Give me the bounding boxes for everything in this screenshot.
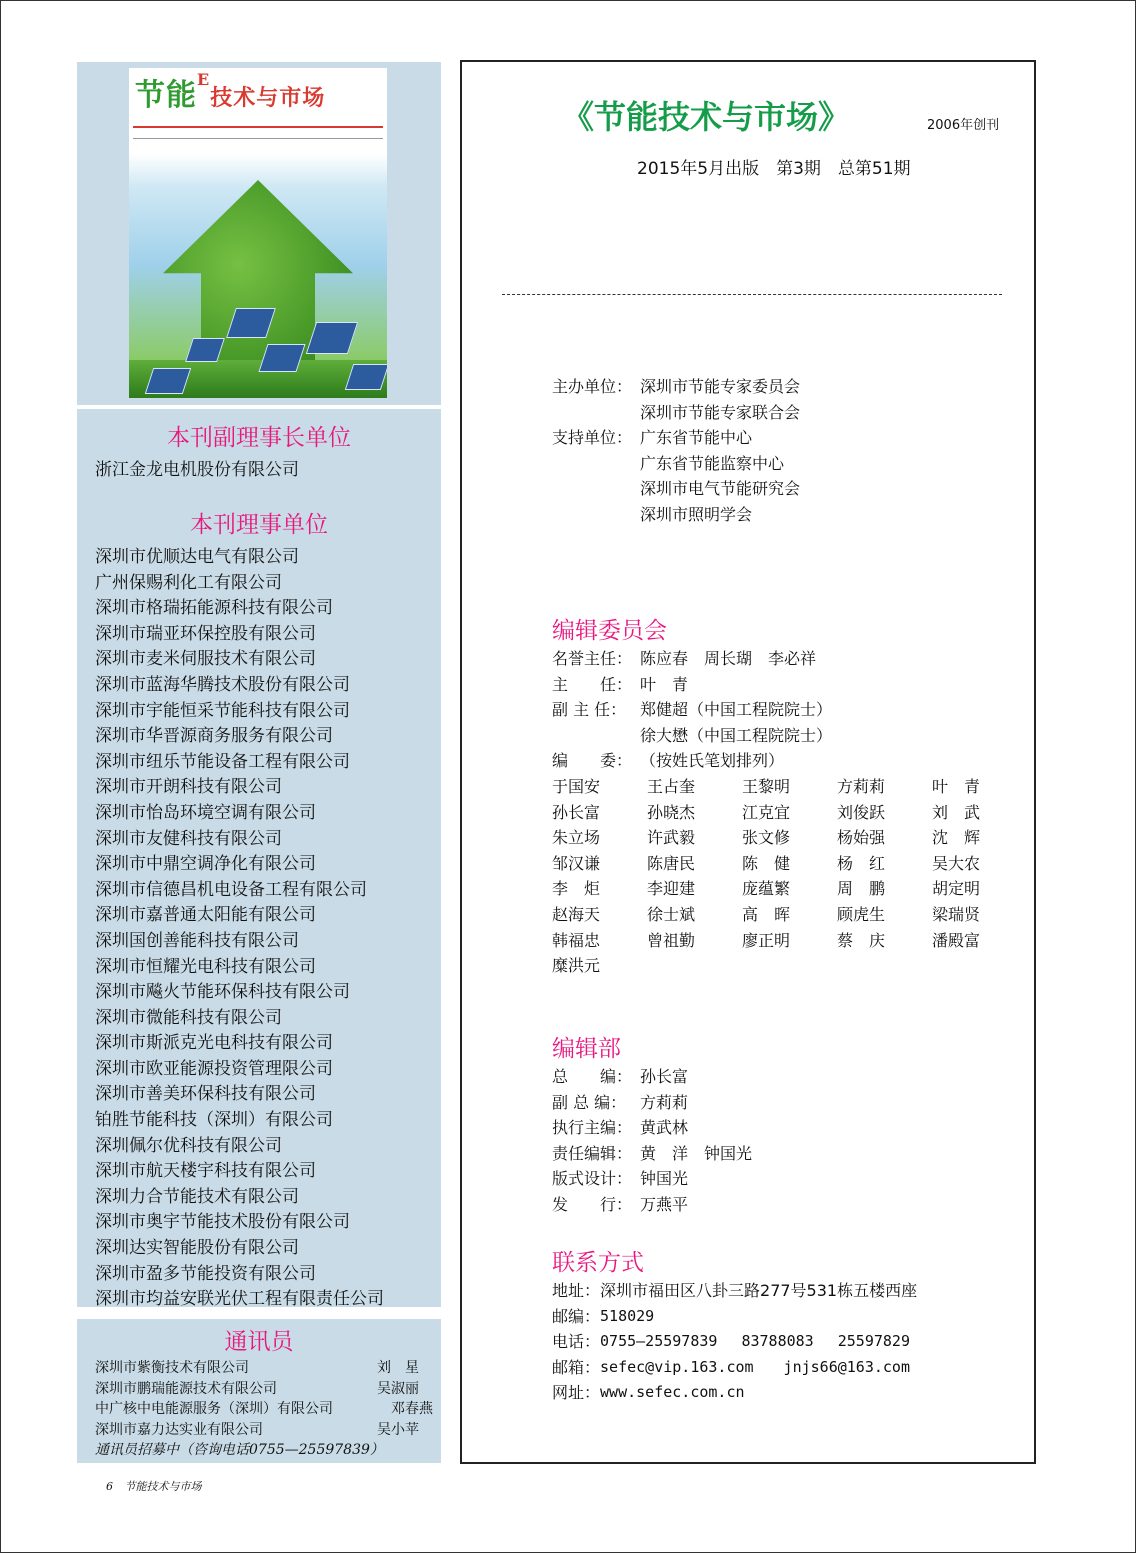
masthead-box [460,60,1036,1464]
support-unit: 深圳市照明学会 [640,504,753,524]
council-company: 深圳市华晋源商务服务有限公司 [95,726,333,747]
editorial-member: 邹汉谦 [552,853,601,873]
council-company: 深圳市微能科技有限公司 [95,1007,282,1028]
editorial-member: 杨始强 [837,828,886,848]
honorary-names: 陈应春 周长瑚 李必祥 [640,649,817,668]
correspondent-company: 深圳市鹏瑞能源技术有限公司 [95,1380,277,1397]
council-company: 深圳市开朗科技有限公司 [95,777,282,798]
editorial-members-grid [552,774,1002,979]
editorial-member: 方莉莉 [837,776,886,796]
support-label: 支持单位： [552,428,633,448]
phone-value: 0755—25597839 83788083 25597829 [600,1332,910,1351]
council-company: 深圳国创善能科技有限公司 [95,930,299,951]
editorial-member: 曾祖勤 [647,930,696,950]
dept-label: 发 行： [552,1194,633,1214]
correspondent-row [77,1379,441,1400]
founded-year: 2006年创刊 [927,118,1000,133]
council-company: 深圳市优顺达电气有限公司 [95,547,299,567]
dept-value: 黄 洋 钟国光 [640,1143,753,1163]
cover-panel [77,62,441,405]
dept-label: 副 总 编： [552,1092,627,1112]
editorial-member: 周 鹏 [837,879,886,899]
editorial-member: 许武毅 [647,828,696,848]
editorial-member: 廖正明 [742,930,791,950]
address-value: 深圳市福田区八卦三路277号531栋五楼西座 [600,1281,918,1300]
sponsors-block [552,374,800,528]
council-company: 铂胜节能科技（深圳）有限公司 [95,1110,333,1131]
correspondent-row [77,1358,441,1379]
host-unit: 深圳市节能专家联合会 [640,402,801,422]
dept-label: 版式设计： [552,1169,633,1189]
dept-label: 责任编辑： [552,1143,633,1163]
dept-label: 总 编： [552,1067,633,1086]
cover-logo-main: 节能 [135,78,197,113]
editorial-member: 杨 红 [837,853,886,873]
correspondents-panel [77,1319,441,1463]
correspondent-row [77,1399,441,1420]
council-company: 深圳达实智能股份有限公司 [95,1238,299,1259]
deputy-label: 副 主 任： [552,700,627,720]
magazine-title: 《节能技术与市场》 [562,98,851,136]
dept-value: 黄武林 [640,1118,689,1138]
vice-chair-company: 浙江金龙电机股份有限公司 [95,460,299,480]
editorial-member: 江克宜 [742,802,791,822]
editorial-member: 李迎建 [647,879,696,899]
correspondent-person: 吴淑丽 [377,1380,419,1397]
editorial-member: 高 晖 [742,904,791,924]
cover-gray-rule [133,138,383,139]
correspondent-person: 刘 星 [377,1360,419,1376]
editorial-heading: 编辑委员会 [552,618,667,644]
footer-magazine-name: 节能技术与市场 [124,1480,202,1493]
phone-label: 电话： [552,1332,601,1352]
editorial-member: 叶 青 [932,776,981,796]
cover-logo-e: E [197,70,211,89]
editorial-member: 徐士斌 [647,904,696,924]
dashed-divider [502,294,1002,295]
council-company: 深圳市恒耀光电科技有限公司 [95,956,316,977]
editorial-member: 吴大农 [932,853,981,873]
cover-logo-sub: 技术与市场 [210,85,326,111]
director-name: 叶 青 [640,674,689,694]
editorial-member: 朱立场 [552,828,601,848]
editorial-member: 李 炬 [552,879,601,899]
editorial-member: 韩福忠 [552,930,601,950]
council-company: 深圳市蓝海华腾技术股份有限公司 [95,674,350,695]
editorial-member: 陈 健 [742,853,791,873]
dept-label: 执行主编： [552,1118,633,1138]
web-value[interactable]: www.sefec.com.cn [600,1383,745,1402]
editorial-member: 张文修 [742,828,791,848]
editorial-member: 于国安 [552,776,601,796]
editorial-member: 王占奎 [647,776,696,796]
host-unit: 深圳市节能专家委员会 [640,377,801,396]
editorial-member: 梁瑞贤 [932,904,981,924]
dept-value: 孙长富 [640,1067,689,1086]
members-panel [77,409,441,1310]
council-company: 深圳市欧亚能源投资管理限公司 [95,1058,333,1079]
contact-heading: 联系方式 [552,1250,644,1276]
page-number: 6 [106,1480,113,1493]
correspondent-company: 中广核中电能源服务（深圳）有限公司 [95,1401,333,1417]
cover-logo [135,70,325,114]
correspondents-heading: 通讯员 [224,1329,294,1355]
cover-red-rule [133,126,383,128]
correspondent-person: 邓春燕 [391,1401,433,1417]
council-company: 深圳市均益安联光伏工程有限责任公司 [95,1289,384,1310]
council-company: 深圳市盈多节能投资有限公司 [95,1263,316,1284]
correspondent-person: 吴小苹 [377,1421,419,1438]
dept-heading: 编辑部 [552,1036,621,1062]
correspondent-company: 深圳市紫衡技术有限公司 [95,1360,249,1376]
members-note: （按姓氏笔划排列） [640,751,785,771]
council-company: 深圳市瑞亚环保控股有限公司 [95,623,316,644]
council-company: 深圳市嘉普通太阳能有限公司 [95,905,316,926]
council-company: 深圳佩尔优科技有限公司 [95,1135,282,1156]
email-label: 邮箱： [552,1357,601,1377]
page-footer [106,1478,202,1494]
council-company: 深圳市友健科技有限公司 [95,828,282,849]
council-company: 深圳市纽乐节能设备工程有限公司 [95,751,350,772]
editorial-member: 潘殿富 [932,930,981,950]
deputy-name: 徐大懋（中国工程院院士） [640,725,833,745]
council-company: 深圳市奥宇节能技术股份有限公司 [95,1212,350,1233]
address-label: 地址： [552,1281,601,1300]
correspondent-row [77,1420,441,1441]
dept-value: 万燕平 [640,1194,689,1214]
editorial-member: 赵海天 [552,904,601,924]
zip-label: 邮编： [552,1306,601,1326]
editorial-member: 刘 武 [932,802,981,822]
council-company: 深圳市航天楼宇科技有限公司 [95,1161,316,1182]
editorial-member: 孙长富 [552,802,601,822]
vice-chair-heading: 本刊副理事长单位 [167,425,351,451]
host-label: 主办单位： [552,377,633,396]
editorial-member: 糜洪元 [552,956,601,976]
editorial-member: 陈唐民 [647,853,696,873]
editorial-member: 庞蕴繁 [742,879,791,899]
honorary-label: 名誉主任： [552,649,633,668]
editorial-member: 刘俊跃 [837,802,886,822]
left-column [77,62,441,1463]
dept-value: 钟国光 [640,1169,689,1189]
council-company: 广州保赐利化工有限公司 [95,572,282,593]
editorial-member: 沈 辉 [932,828,981,848]
contact-block [552,1248,917,1406]
council-company: 深圳市信德昌机电设备工程有限公司 [95,879,367,900]
council-company: 深圳市宇能恒采节能科技有限公司 [95,700,350,721]
issue-info: 2015年5月出版 第3期 总第51期 [637,159,911,179]
council-list [77,545,441,1313]
support-unit: 广东省节能中心 [640,428,753,448]
council-company: 深圳市麦米伺服技术有限公司 [95,649,316,670]
magazine-cover-image [129,68,387,398]
solar-panel-icon [345,364,387,390]
editorial-dept [552,1034,752,1218]
director-label: 主 任： [552,674,633,694]
members-label: 编 委： [552,751,633,771]
recruit-notice: 通讯员招募中（咨询电话0755—25597839） [95,1442,384,1458]
support-unit: 广东省节能监察中心 [640,453,785,473]
council-company: 深圳市怡岛环境空调有限公司 [95,802,316,823]
correspondent-company: 深圳市嘉力达实业有限公司 [95,1421,263,1438]
council-heading: 本刊理事单位 [190,512,328,538]
support-unit: 深圳市电气节能研究会 [640,479,801,499]
council-company: 深圳市中鼎空调净化有限公司 [95,854,316,875]
web-label: 网址： [552,1383,601,1403]
editorial-member: 顾虎生 [837,904,886,924]
solar-panel-icon [306,322,358,354]
council-company: 深圳市飚火节能环保科技有限公司 [95,982,350,1003]
council-company: 深圳力合节能技术有限公司 [95,1186,299,1207]
editorial-member: 孙晓杰 [647,802,696,822]
email-value[interactable]: sefec@vip.163.com jnjs66@163.com [600,1357,910,1376]
editorial-member: 蔡 庆 [837,930,886,950]
dept-value: 方莉莉 [640,1092,689,1112]
editorial-member: 胡定明 [932,879,981,899]
zip-value: 518029 [600,1306,655,1325]
council-company: 深圳市善美环保科技有限公司 [95,1084,316,1105]
council-company: 深圳市格瑞拓能源科技有限公司 [95,598,333,619]
deputy-name: 郑健超（中国工程院院士） [640,700,833,720]
editorial-member: 王黎明 [742,776,791,796]
editorial-board [552,616,1002,979]
council-company: 深圳市斯派克光电科技有限公司 [95,1033,333,1054]
